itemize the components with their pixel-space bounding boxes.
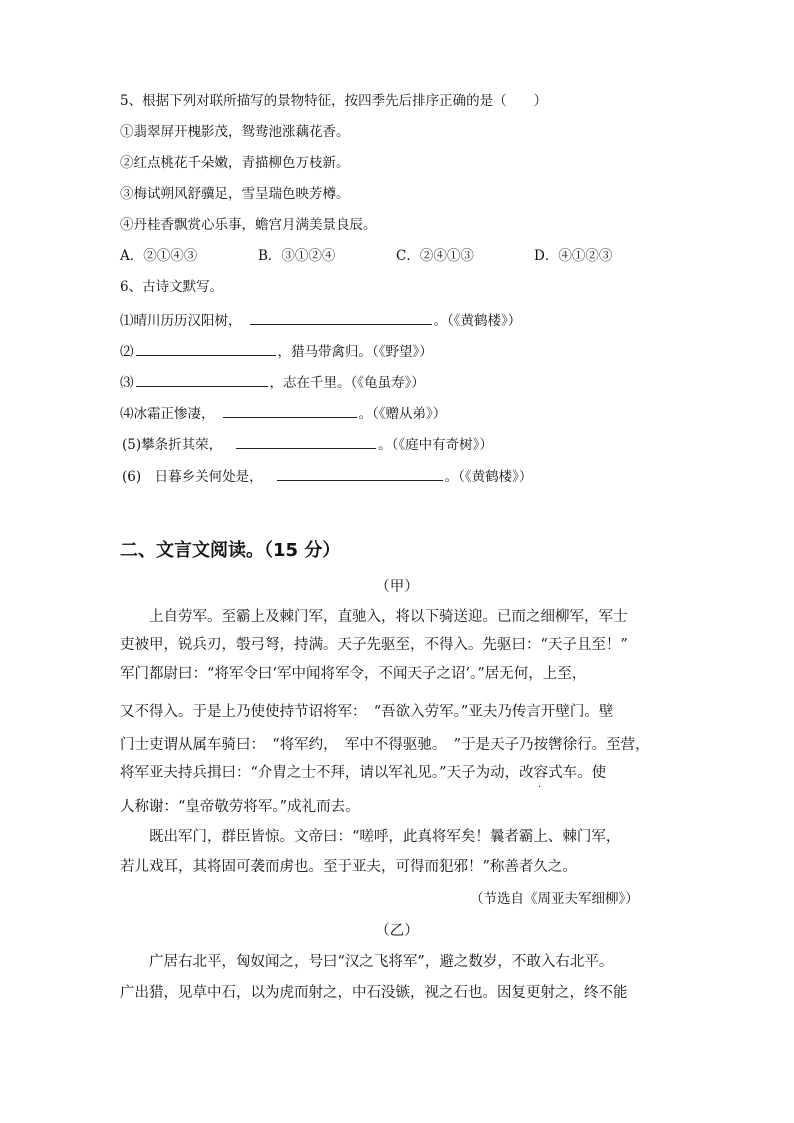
q6-line-6 [122, 466, 532, 486]
passage-jia-source: （节选自《周亚夫军细柳》） [470, 891, 639, 907]
emphasis-dot: · [538, 782, 542, 793]
passage-jia-line-4: 又不得入。于是上乃使使持节诏将军： “吾欲入劳军。”亚夫乃传言开壁门。壁 [120, 704, 614, 720]
passage-jia-line-7: 人称谢：“皇帝敬劳将军。”成礼而去。 [120, 799, 360, 815]
q6-line-4 [120, 403, 446, 423]
passage-jia-line-9: 若儿戏耳，其将固可袭而虏也。至于亚夫，可得而犯邪！”称善者久之。 [120, 859, 577, 875]
passage-yi-label: （乙） [375, 923, 419, 939]
passage-jia-line-3: 军门都尉曰：“将军令曰‘军中闻将军令，不闻天子之诏’。”居无何，上至， [120, 666, 587, 682]
q6-line-4-suffix: 。（《赠从弟》） [358, 406, 447, 422]
q6-line-2-prefix: ⑵ [120, 344, 134, 360]
passage-jia-line-6: 将军亚夫持兵揖曰：“介胄之士不拜，请以军礼见。”天子为动，改容式车。使 [120, 765, 607, 781]
q6-line-6-prefix: (6) 日暮乡关何处是， [122, 469, 263, 485]
q6-line-5-suffix: 。（《庭中有奇树》） [378, 437, 493, 453]
passage-jia-label: （甲） [375, 579, 419, 595]
q5-item-4: ④丹桂香飘赏心乐事，蟾宫月满美景良辰。 [120, 217, 377, 233]
q6-line-1 [120, 310, 521, 330]
q6-blank-2[interactable] [136, 341, 276, 356]
q5-item-2: ②红点桃花千朵嫩，青描柳色万枝新。 [120, 155, 350, 171]
q6-blank-4[interactable] [223, 403, 357, 418]
q6-line-3-suffix: ，志在千里。（《龟虽寿》） [269, 375, 425, 391]
q5-option-b[interactable]: B．③①②④ [258, 248, 336, 264]
passage-jia-line-1: 上自劳军。至霸上及棘门军，直驰入，将以下骑送迎。已而之细柳军，军士 [120, 609, 628, 625]
q5-options [120, 247, 612, 265]
q6-line-6-suffix: 。（《黄鹤楼》） [444, 469, 533, 485]
passage-jia-line-2: 吏被甲，锐兵刃，彀弓弩，持满。天子先驱至，不得入。先驱曰：“天子且至！” [120, 637, 628, 653]
q6-blank-3[interactable] [136, 372, 268, 387]
q6-blank-6[interactable] [277, 466, 443, 481]
q6-line-1-prefix: ⑴晴川历历汉阳树， [120, 313, 242, 329]
q6-blank-5[interactable] [236, 434, 376, 449]
q5-item-3: ③梅试朔风舒骥足，雪呈瑞色映芳樽。 [120, 186, 350, 202]
passage-jia-line-5: 门士吏谓从属车骑曰： “将军约， 军中不得驱驰。 ”于是天子乃按辔徐行。至营， [120, 737, 650, 753]
q5-stem: 5、根据下列对联所描写的景物特征，按四季先后排序正确的是（ ） [120, 93, 548, 109]
q6-line-2 [120, 341, 433, 361]
passage-jia-line-8: 既出军门，群臣皆惊。文帝曰：“嗟呼，此真将军矣！曩者霸上、棘门军， [120, 829, 621, 845]
q5-option-c[interactable]: C．②④①③ [396, 248, 474, 264]
q6-line-5 [122, 434, 493, 454]
q6-line-3 [120, 372, 425, 392]
q6-line-2-suffix: ，猎马带禽归。（《野望》） [277, 344, 433, 360]
passage-yi-line-2: 广出猎，见草中石，以为虎而射之，中石没镞，视之石也。因复更射之，终不能 [120, 985, 628, 1001]
q6-line-1-suffix: 。（《黄鹤楼》） [433, 313, 522, 329]
q6-stem: 6、古诗文默写。 [120, 279, 224, 295]
q6-line-4-prefix: ⑷冰霜正惨凄， [120, 406, 215, 422]
q5-option-d[interactable]: D．④①②③ [534, 248, 613, 264]
q5-item-1: ①翡翠屏开槐影茂，鸳鸯池涨藕花香。 [120, 124, 350, 140]
q5-option-a[interactable]: A．②①④③ [120, 248, 198, 264]
passage-yi-line-1: 广居右北平，匈奴闻之，号曰“汉之飞将军”，避之数岁，不敢入右北平。 [120, 954, 614, 970]
q6-line-5-prefix: (5)攀条折其荣， [122, 437, 223, 453]
q6-line-3-prefix: ⑶ [120, 375, 134, 391]
q6-blank-1[interactable] [250, 310, 432, 325]
section-2-heading: 二、文言文阅读。（15 分） [120, 540, 341, 561]
